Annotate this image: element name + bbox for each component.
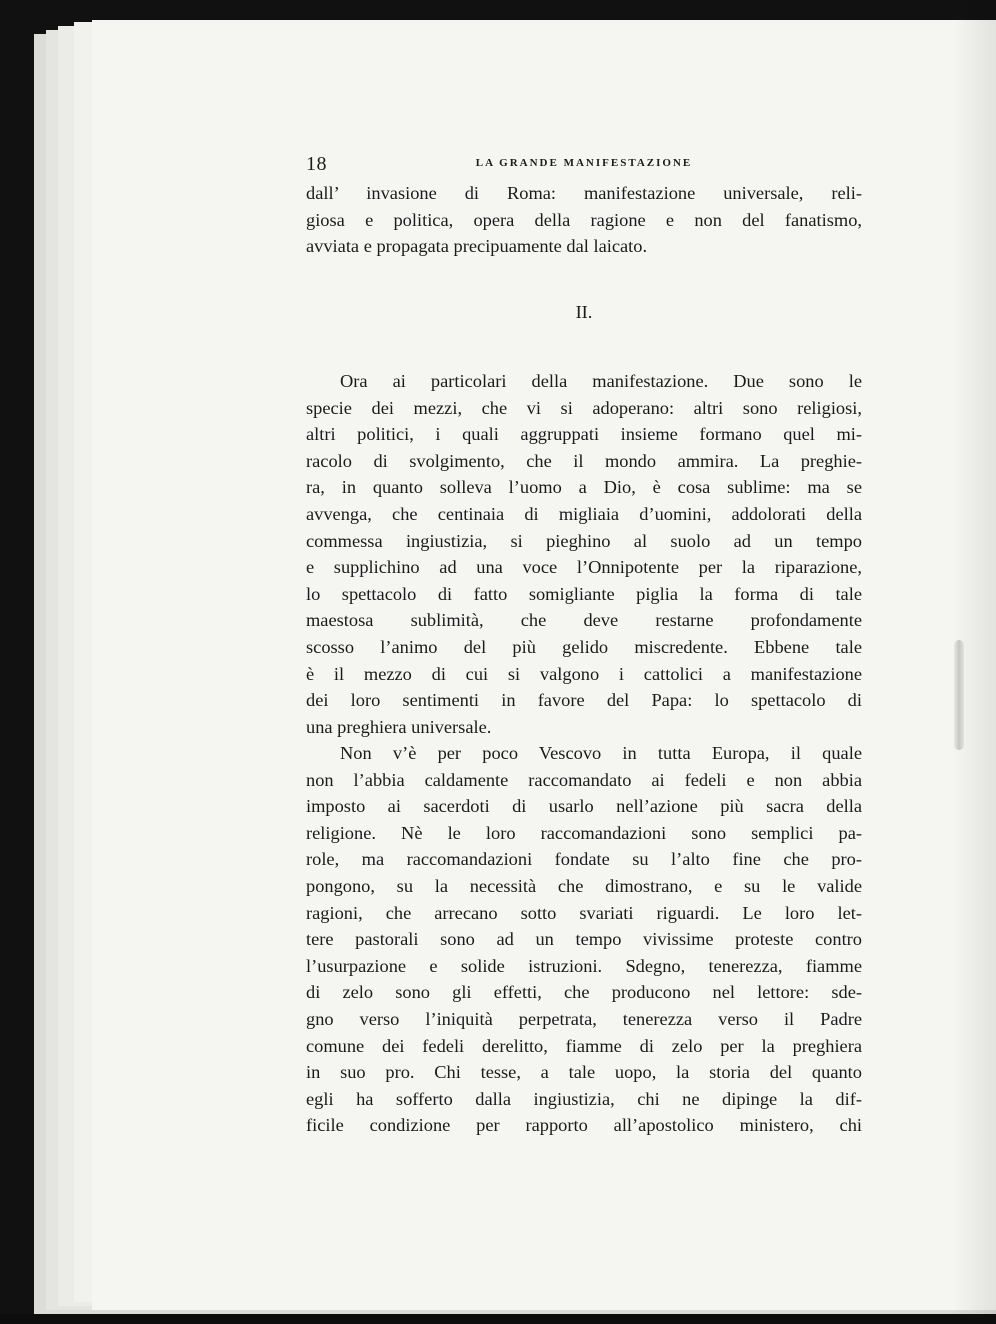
- text-line: tere pastorali sono ad un tempo vivissime proteste contro: [306, 929, 862, 950]
- text-line: gno verso l’iniquità perpetrata, tenerezza verso il Padre: [306, 1008, 862, 1029]
- text-line: Ora ai particolari della manifestazione. Due sono le: [340, 371, 862, 391]
- page-number: 18: [306, 153, 327, 175]
- text-line: role, ma raccomandazioni fondate su l’alto fine che pro-: [306, 849, 862, 870]
- text-line: lo spettacolo di fatto somigliante piglia la forma di tale: [306, 583, 862, 604]
- scan-bottom-edge: [0, 1314, 996, 1324]
- text-line: non l’abbia caldamente raccomandato ai fedeli e non abbia: [306, 769, 862, 790]
- text-line: giosa e politica, opera della ragione e non del fanatismo,: [306, 209, 862, 230]
- text-line: commessa ingiustizia, si pieghino al suolo ad un tempo: [306, 530, 862, 551]
- text-line: comune dei fedeli derelitto, fiamme di zelo per la preghiera: [306, 1035, 862, 1056]
- text-line: religione. Nè le loro raccomandazioni sono semplici pa-: [306, 822, 862, 843]
- text-line: ragioni, che arrecano sotto svariati riguardi. Le loro let-: [306, 902, 862, 923]
- text-line: altri politici, i quali aggruppati insieme formano quel mi-: [306, 424, 862, 445]
- text-line: avvenga, che centinaia di migliaia d’uomini, addolorati della: [306, 503, 862, 524]
- text-line: è il mezzo di cui si valgono i cattolici a manifestazione: [306, 663, 862, 684]
- text-line: ficile condizione per rapporto all’apostolico ministero, chi: [306, 1115, 862, 1136]
- text-line: l’usurpazione e solide istruzioni. Sdegno, tenerezza, fiamme: [306, 955, 862, 976]
- text-line: avviata e propagata precipuamente dal laicato.: [306, 236, 648, 257]
- page-header: [306, 153, 862, 177]
- text-line: imposto ai sacerdoti di usarlo nell’azione più sacra della: [306, 796, 862, 817]
- text-line: una preghiera universale.: [306, 716, 492, 737]
- text-line: egli ha sofferto dalla ingiustizia, chi ne dipinge la dif-: [306, 1088, 862, 1109]
- text-line: specie dei mezzi, che vi si adoperano: altri sono religiosi,: [306, 397, 862, 418]
- text-line: dall’ invasione di Roma: manifestazione universale, reli-: [306, 183, 862, 203]
- text-line: racolo di svolgimento, che il mondo ammira. La preghie-: [306, 450, 862, 471]
- text-line: dei loro sentimenti in favore del Papa: lo spettacolo di: [306, 690, 862, 711]
- text-line: ra, in quanto solleva l’uomo a Dio, è cosa sublime: ma se: [306, 477, 862, 498]
- text-line: in suo pro. Chi tesse, a tale uopo, la storia del quanto: [306, 1062, 862, 1083]
- running-head: LA GRANDE MANIFESTAZIONE: [475, 157, 693, 169]
- page-shadow: [952, 0, 996, 1324]
- paragraph-2: [306, 740, 862, 1139]
- intro-paragraph: [306, 180, 862, 260]
- text-line: Non v’è per poco Vescovo in tutta Europa, il quale: [340, 743, 862, 763]
- text-line: e supplichino ad una voce l’Onnipotente per la riparazione,: [306, 557, 862, 578]
- text-line: maestosa sublimità, che deve restarne profondamente: [306, 610, 862, 631]
- text-line: di zelo sono gli effetti, che producono nel lettore: sde-: [306, 982, 862, 1003]
- text-line: scosso l’animo del più gelido miscredente. Ebbene tale: [306, 636, 862, 657]
- section-heading: II.: [575, 302, 593, 322]
- text-line: pongono, su la necessità che dimostrano, e su le valide: [306, 875, 862, 896]
- paragraph-1: [306, 368, 862, 740]
